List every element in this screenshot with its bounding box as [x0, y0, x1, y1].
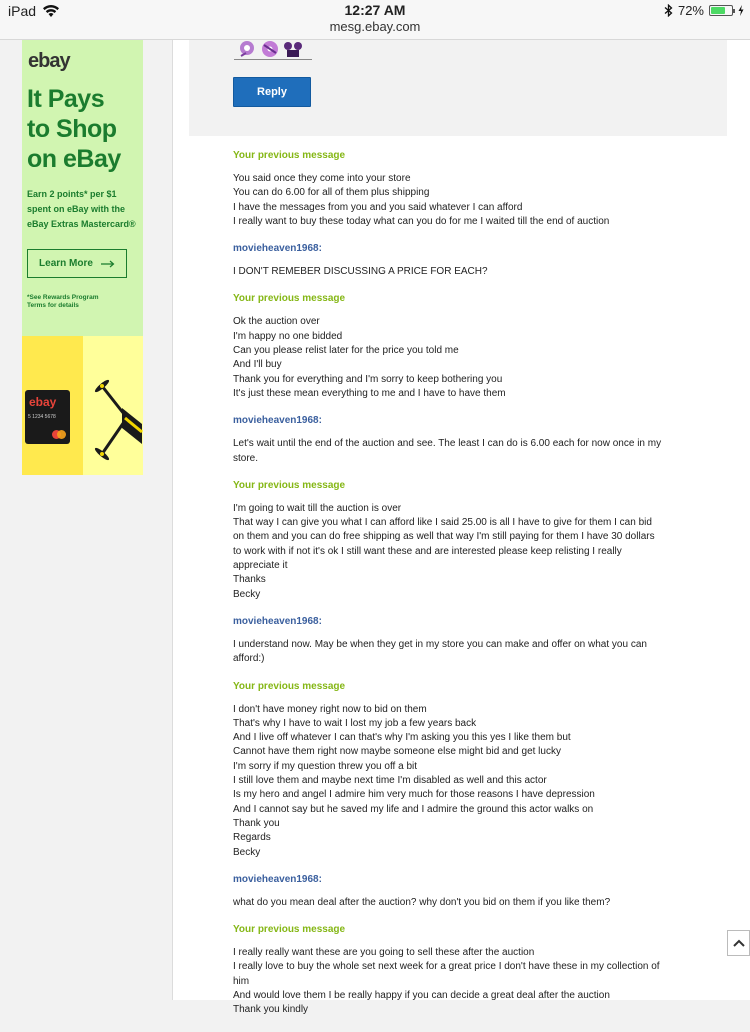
message-line: Cannot have them right now maybe someone else might bid and get lucky: [233, 746, 561, 758]
reply-button[interactable]: Reply: [233, 77, 311, 107]
message-line: You can do 6.00 for all of them plus shipping: [233, 187, 430, 199]
message-line: I have the messages from you and you said whatever I can afford: [233, 201, 523, 213]
message-item: [233, 415, 703, 466]
ad-headline: It Pays to Shop on eBay: [27, 85, 121, 173]
message-line: Thank you kindly: [233, 1004, 309, 1016]
message-line: store.: [233, 452, 259, 464]
message-item: [233, 150, 703, 229]
message-panel: [172, 40, 750, 1016]
thumbnail-image[interactable]: [237, 40, 257, 58]
message-line: I'm going to wait till the auction is over: [233, 502, 402, 514]
arrow-right-icon: [101, 260, 115, 268]
message-line: You said once they come into your store: [233, 173, 411, 184]
thumbnail-image[interactable]: [260, 40, 280, 58]
message-line: I understand now. May be when they get in my store you can make and offer on what you can: [233, 638, 647, 650]
message-line: It's just these mean everything to me and I have to have them: [233, 387, 506, 399]
message-line: afford:): [233, 653, 265, 665]
thumbnail-image[interactable]: [283, 40, 303, 58]
status-bar: [0, 0, 750, 40]
address-bar[interactable]: mesg.ebay.com: [329, 19, 421, 34]
learn-more-button[interactable]: Learn More: [27, 249, 127, 278]
message-line: And I cannot say but he saved my life and I admire the ground this actor walks on: [233, 803, 594, 815]
sender-name: movieheaven1968:: [233, 415, 322, 427]
previous-message-label: Your previous message: [233, 293, 346, 305]
previous-message-label: Your previous message: [233, 924, 346, 936]
message-item: [233, 243, 703, 279]
message-item: [233, 616, 703, 667]
sender-name: movieheaven1968:: [233, 615, 322, 627]
scroll-to-top-button[interactable]: [727, 930, 750, 956]
battery-percent: 72%: [677, 3, 704, 18]
message-item: [233, 293, 703, 401]
message-line: Thank you: [233, 817, 280, 829]
message-line: him: [233, 975, 250, 987]
message-line: I'm sorry if my question threw you off a bit: [233, 760, 418, 772]
message-item: [233, 874, 703, 910]
message-item: [233, 924, 703, 1017]
device-name: iPad: [8, 3, 37, 19]
message-line: And I'll buy: [233, 359, 282, 371]
previous-message-label: Your previous message: [233, 680, 346, 692]
message-line: Ok the auction over: [233, 316, 320, 328]
message-line: That way I can give you what I can afford like I said 25.00 is all I have to give for them I can bid: [233, 517, 652, 529]
ad-fine-print: *See Rewards Program Terms for details: [27, 294, 99, 309]
ad-ebay-logo: ebay: [28, 50, 70, 72]
ad-banner[interactable]: [22, 40, 143, 336]
bluetooth-icon: [664, 4, 673, 17]
message-line: on them and you can do free shipping as well that way I'm still paying for them I have 30 dollars: [233, 531, 655, 543]
message-line: That's why I have to wait I lost my job a few years back: [233, 717, 477, 729]
message-line: I'm happy no one bidded: [233, 330, 343, 342]
message-line: Is my hero and angel I admire him very much for those reasons I have depression: [233, 789, 595, 801]
message-line: And would love them I be really happy if you can decide a great deal after the auction: [233, 989, 610, 1001]
message-line: appreciate it: [233, 560, 288, 572]
message-line: what do you mean deal after the auction? why don't you bid on them if you like them?: [233, 896, 611, 908]
reply-area: [189, 40, 727, 136]
charging-icon: [738, 5, 744, 16]
ad-image[interactable]: [22, 336, 143, 475]
chevron-up-icon: [733, 939, 745, 947]
message-line: And I live off whatever I can that's why I'm asking you this yes I like them but: [233, 732, 571, 744]
message-line: Thanks: [233, 574, 266, 586]
message-line: Let's wait until the end of the auction and see. The least I can do is 6.00 each for now once in my: [233, 438, 662, 450]
attachment-thumbnails[interactable]: [234, 40, 312, 60]
message-line: Can you please relist later for the price you told me: [233, 345, 459, 357]
previous-message-label: Your previous message: [233, 479, 346, 491]
sender-name: movieheaven1968:: [233, 243, 322, 255]
message-line: Regards: [233, 832, 271, 844]
message-line: I really love to buy the whole set next week for a great price I don't have these in my collection of: [233, 961, 660, 973]
message-line: I really really want these are you going to sell these after the auction: [233, 947, 535, 959]
message-item: [233, 681, 703, 860]
clock: 12:27 AM: [344, 2, 406, 18]
message-line: I DON'T REMEBER DISCUSSING A PRICE FOR EACH?: [233, 266, 488, 278]
battery-icon: [709, 5, 733, 16]
message-line: Becky: [233, 846, 261, 858]
message-line: to work with if not it's ok I still want these and are interested please keep relisting I really: [233, 545, 622, 557]
message-line: Becky: [233, 588, 261, 600]
sender-name: movieheaven1968:: [233, 873, 322, 885]
message-thread: [233, 150, 703, 1032]
ad-offer-text: Earn 2 points* per $1 spent on eBay with the eBay Extras Mastercard®: [27, 189, 136, 229]
message-line: I still love them and maybe next time I'm disabled as well and this actor: [233, 775, 547, 787]
message-line: Thank you for everything and I'm sorry to keep bothering you: [233, 373, 503, 385]
message-line: I don't have money right now to bid on them: [233, 703, 427, 715]
previous-message-label: Your previous message: [233, 150, 346, 161]
message-item: [233, 480, 703, 602]
message-line: I really want to buy these today what can you do for me I waited till the end of auction: [233, 215, 610, 227]
credit-card-image: ebay 5 1234 5678: [25, 390, 70, 444]
drone-icon: [92, 366, 143, 466]
mastercard-icon: [52, 430, 66, 439]
